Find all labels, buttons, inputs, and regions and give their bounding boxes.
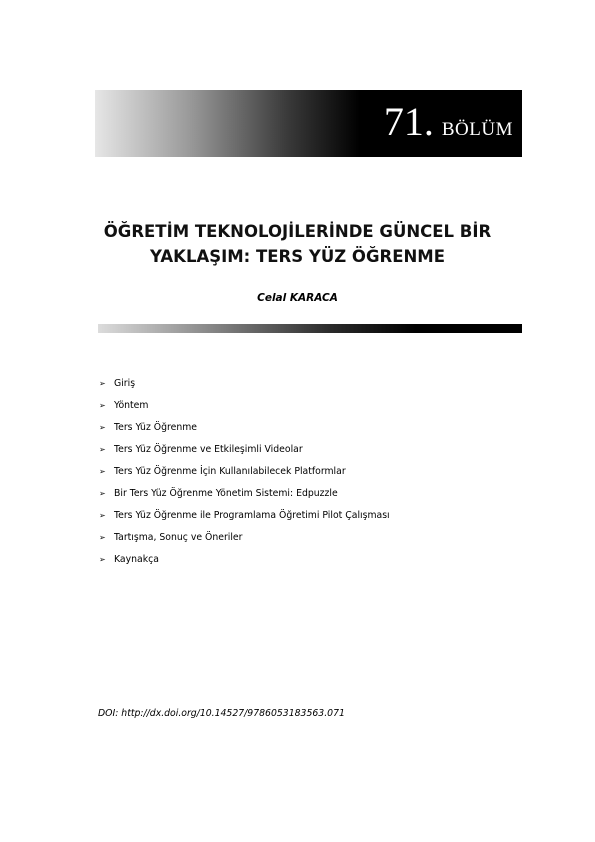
contents-item-label: Ters Yüz Öğrenme ile Programlama Öğretimi Pilot Çalışması [114, 510, 390, 521]
chapter-heading [383, 99, 513, 144]
arrow-bullet-icon: ➢ [99, 555, 106, 564]
chapter-title [60, 219, 535, 269]
contents-item-label: Bir Ters Yüz Öğrenme Yönetim Sistemi: Edpuzzle [114, 488, 338, 499]
arrow-bullet-icon: ➢ [99, 467, 106, 476]
arrow-bullet-icon: ➢ [99, 423, 106, 432]
contents-item-label: Yöntem [114, 400, 149, 411]
contents-list [99, 373, 390, 571]
contents-item [99, 373, 390, 395]
doi-link[interactable]: DOI: http://dx.doi.org/10.14527/9786053183563.071 [98, 708, 345, 719]
chapter-title-line-1: ÖĞRETİM TEKNOLOJİLERİNDE GÜNCEL BİR [103, 222, 492, 241]
arrow-bullet-icon: ➢ [99, 489, 106, 498]
divider-bar [98, 324, 522, 333]
chapter-number: 71. [383, 99, 434, 144]
contents-item [99, 549, 390, 571]
contents-item-label: Ters Yüz Öğrenme İçin Kullanılabilecek Platformlar [114, 466, 346, 477]
arrow-bullet-icon: ➢ [99, 533, 106, 542]
arrow-bullet-icon: ➢ [99, 511, 106, 520]
contents-item [99, 417, 390, 439]
contents-item-label: Tartışma, Sonuç ve Öneriler [114, 532, 243, 543]
author-name: Celal KARACA [257, 292, 338, 304]
contents-item-label: Ters Yüz Öğrenme [114, 422, 198, 433]
chapter-banner [95, 90, 522, 157]
contents-item-label: Ters Yüz Öğrenme ve Etkileşimli Videolar [114, 444, 303, 455]
chapter-label: BÖLÜM [441, 119, 513, 140]
chapter-title-line-2: YAKLAŞIM: TERS YÜZ ÖĞRENME [150, 247, 445, 266]
contents-item [99, 439, 390, 461]
arrow-bullet-icon: ➢ [99, 379, 106, 388]
contents-item [99, 395, 390, 417]
contents-item [99, 527, 390, 549]
contents-item-label: Kaynakça [114, 554, 159, 565]
contents-item [99, 483, 390, 505]
arrow-bullet-icon: ➢ [99, 445, 106, 454]
arrow-bullet-icon: ➢ [99, 401, 106, 410]
contents-item [99, 461, 390, 483]
contents-item [99, 505, 390, 527]
contents-item-label: Giriş [114, 378, 136, 389]
